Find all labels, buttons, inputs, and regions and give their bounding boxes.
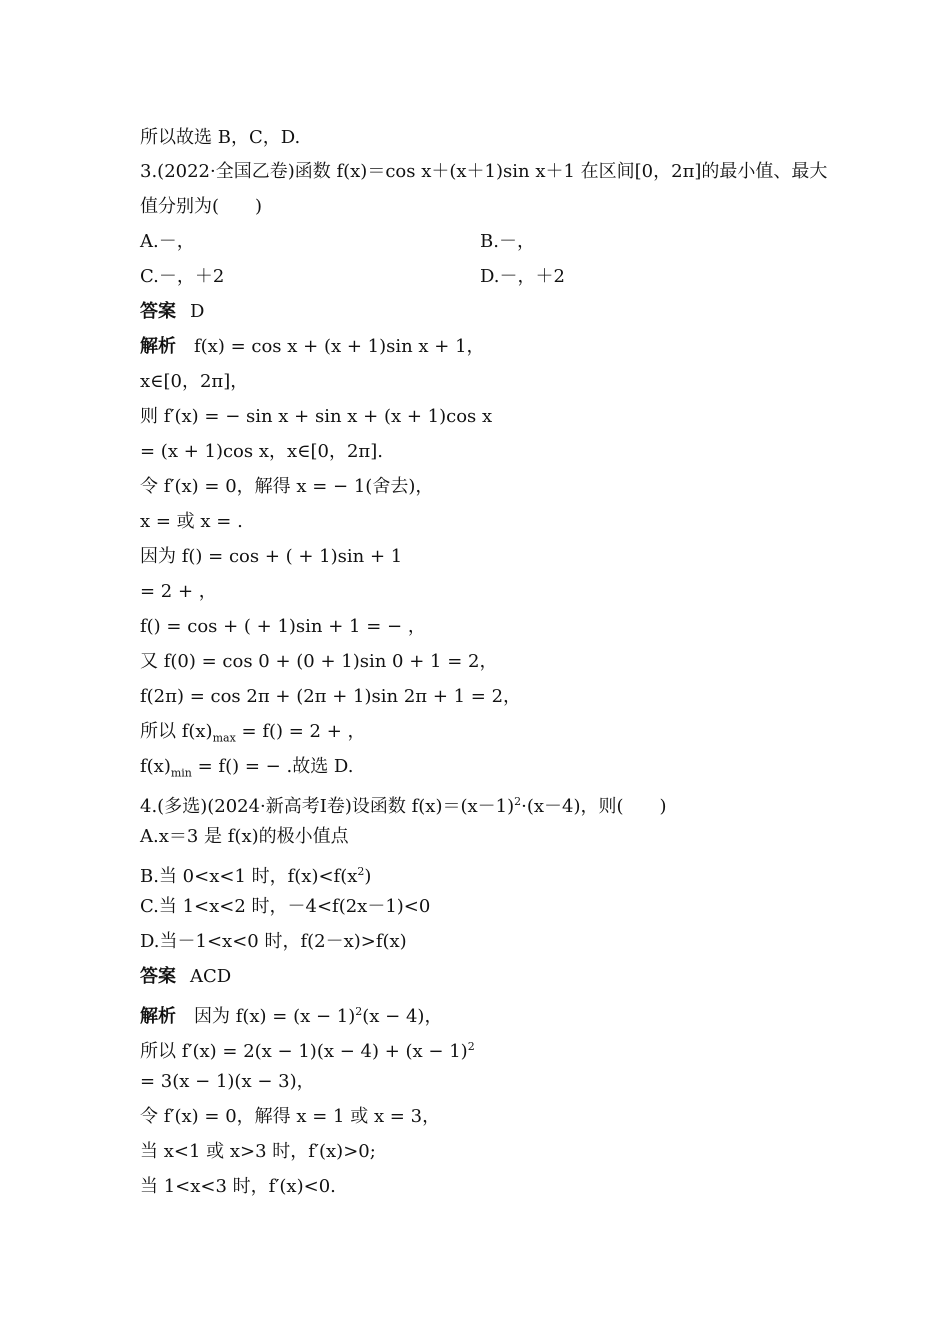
solution-label: 解析 [140,336,176,357]
question-3-options-row1 [140,230,840,254]
question-4-stem [140,790,667,817]
solution-text: f(x) = cos x + (x + 1)sin x + 1， [194,336,485,357]
superscript: 2 [467,1040,475,1053]
question-4-answer [140,965,231,989]
solution-line [140,1000,443,1027]
solution-line: 当 x<1 或 x>3 时，f′(x)>0; [140,1141,376,1162]
solution-line: x∈[0，2π]， [140,371,249,392]
solution-text: (x − 4)， [362,1006,443,1027]
solution-text: 所以 f(x) [140,721,213,742]
subscript: max [212,731,236,745]
option-d: D.当－1<x<0 时，f(2－x)>f(x) [140,931,407,952]
option-d: D.－，＋2 [480,266,565,287]
solution-line: f(2π) = cos 2π + (2π + 1)sin 2π + 1 = 2， [140,686,522,707]
question-3-answer [140,300,204,324]
solution-line: 令 f′(x) = 0，解得 x = − 1(舍去)， [140,476,434,497]
option-c: C.－，＋2 [140,266,225,287]
option-text: ) [364,866,372,887]
superscript: 2 [357,865,365,878]
answer-label: 答案 [140,966,176,987]
option-c: C.当 1<x<2 时，－4<f(2x－1)<0 [140,896,431,917]
solution-line: = 2 + ， [140,581,217,602]
text-line: 所以故选 B，C，D. [140,127,301,148]
solution-line [140,755,353,779]
stem-text: 4.(多选)(2024·新高考Ⅰ卷)设函数 f(x)＝(x－1) [140,796,515,817]
question-3-options-row2 [140,265,840,289]
superscript: 2 [514,795,522,808]
solution-line: 则 f′(x) = − sin x + sin x + (x + 1)cos x [140,406,493,427]
solution-line: f() = cos + ( + 1)sin + 1 = − ， [140,616,426,637]
solution-line: 因为 f() = cos + ( + 1)sin + 1 [140,546,403,567]
option-a: A.x＝3 是 f(x)的极小值点 [140,826,349,847]
solution-text: f(x) [140,756,171,777]
solution-line: = (x + 1)cos x，x∈[0，2π]. [140,441,383,462]
subscript: min [170,766,192,780]
question-3-stem: 3.(2022·全国乙卷)函数 f(x)＝cos x＋(x＋1)sin x＋1 在区间[0，2π]的最小值、最大 [140,161,828,182]
answer-value: ACD [190,966,232,987]
solution-label: 解析 [140,1006,176,1027]
solution-line [140,335,485,359]
solution-line: 令 f′(x) = 0，解得 x = 1 或 x = 3， [140,1106,441,1127]
stem-text: ·(x－4)，则( ) [521,796,667,817]
answer-value: D [190,301,205,322]
option-a: A.－， [140,231,195,252]
solution-line [140,720,366,744]
solution-line: x = 或 x = . [140,511,243,532]
question-3-stem-cont: 值分别为( ) [140,196,263,217]
solution-text: 所以 f′(x) = 2(x − 1)(x − 4) + (x − 1) [140,1041,468,1062]
solution-line: 又 f(0) = cos 0 + (0 + 1)sin 0 + 1 = 2， [140,651,498,672]
solution-text: = f() = − .故选 D. [191,756,354,777]
option-b: B.－， [480,231,535,252]
solution-line [140,1035,475,1062]
superscript: 2 [355,1005,363,1018]
solution-text: 因为 f(x) = (x − 1) [194,1006,356,1027]
answer-label: 答案 [140,301,176,322]
solution-line: 当 1<x<3 时，f′(x)<0. [140,1176,336,1197]
solution-text: = f() = 2 + ， [235,721,366,742]
option-text: B.当 0<x<1 时，f(x)<f(x [140,866,358,887]
option-b [140,860,372,887]
solution-line: = 3(x − 1)(x − 3)， [140,1071,315,1092]
